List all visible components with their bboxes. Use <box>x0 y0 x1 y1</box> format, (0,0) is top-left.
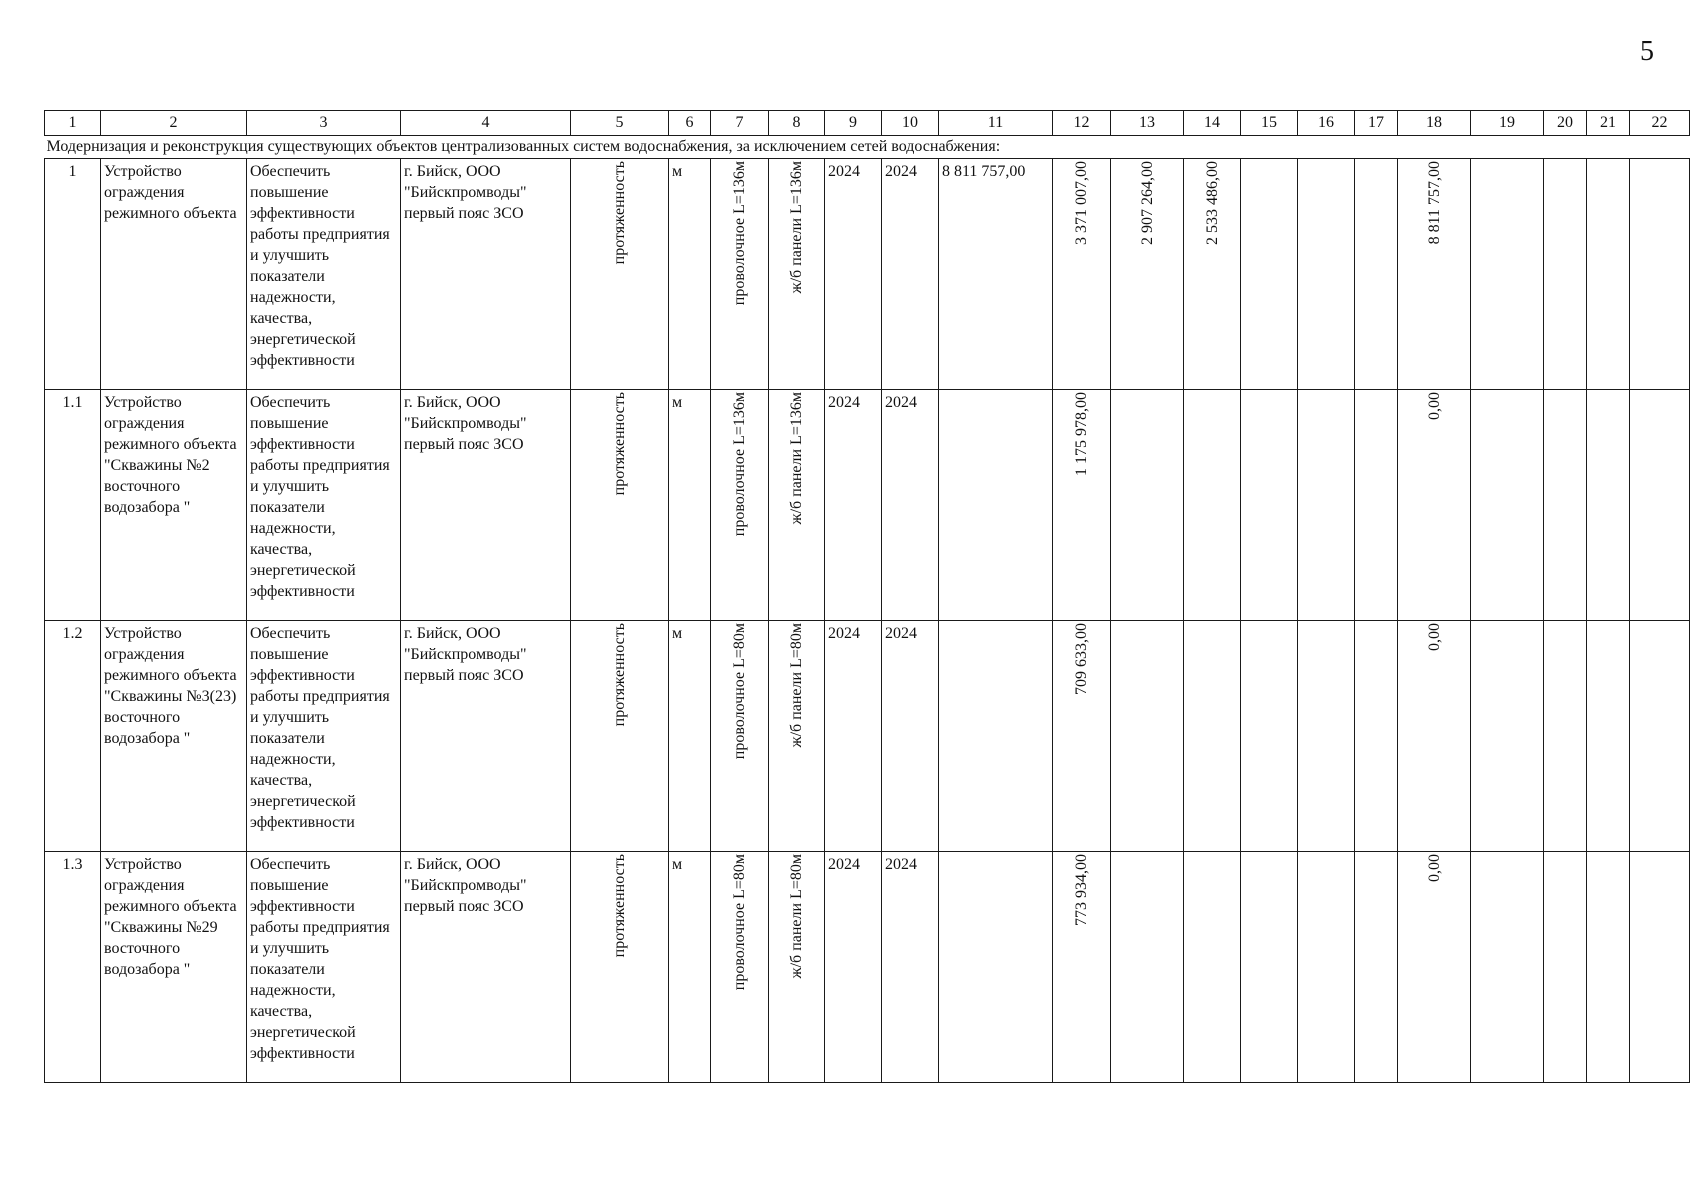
table-row <box>45 852 1690 1083</box>
parameter <box>571 621 669 852</box>
header-cell-8: 8 <box>769 111 825 136</box>
empty-col-20 <box>1544 621 1587 852</box>
value-after-text: ж/б панели L=80м <box>788 623 805 748</box>
empty-col-21 <box>1587 159 1630 390</box>
header-cell-17: 17 <box>1355 111 1398 136</box>
cost-col-14 <box>1184 159 1241 390</box>
empty-col-22 <box>1630 159 1690 390</box>
header-cell-13: 13 <box>1111 111 1184 136</box>
cost-col-12 <box>1053 852 1111 1083</box>
value-after-text: ж/б панели L=136м <box>788 392 805 525</box>
empty-col-17 <box>1355 390 1398 621</box>
unit: м <box>669 852 711 1083</box>
row-number: 1.1 <box>45 390 101 621</box>
section-title: Модернизация и реконструкция существующих объектов централизованных систем водоснабжения, за исключением сетей водоснабжения: <box>45 136 1690 159</box>
cost-col-13 <box>1111 390 1184 621</box>
empty-col-15 <box>1241 390 1298 621</box>
value-before-text: проволочное L=136м <box>731 392 748 537</box>
header-cell-9: 9 <box>825 111 882 136</box>
empty-col-16 <box>1298 159 1355 390</box>
start-year: 2024 <box>825 159 882 390</box>
header-cell-22: 22 <box>1630 111 1690 136</box>
parameter <box>571 852 669 1083</box>
empty-col-15 <box>1241 621 1298 852</box>
cost-col-18 <box>1398 852 1471 1083</box>
cost-col-12 <box>1053 159 1111 390</box>
start-year: 2024 <box>825 621 882 852</box>
header-cell-12: 12 <box>1053 111 1111 136</box>
empty-col-17 <box>1355 852 1398 1083</box>
header-cell-21: 21 <box>1587 111 1630 136</box>
empty-col-17 <box>1355 621 1398 852</box>
header-cell-16: 16 <box>1298 111 1355 136</box>
empty-col-15 <box>1241 159 1298 390</box>
header-cell-20: 20 <box>1544 111 1587 136</box>
unit: м <box>669 621 711 852</box>
goal-text: Обеспечить повышение эффективности работы предприятия и улучшить показатели надежности, качества, энергетической эффективности <box>247 852 401 1083</box>
value-after-text: ж/б панели L=136м <box>788 161 805 294</box>
empty-col-21 <box>1587 390 1630 621</box>
cost-col-18-text: 0,00 <box>1425 392 1443 420</box>
header-cell-4: 4 <box>401 111 571 136</box>
empty-col-16 <box>1298 621 1355 852</box>
location-text: г. Бийск, ООО "Бийскпромводы" первый пояс ЗСО <box>401 852 571 1083</box>
cost-col-13 <box>1111 159 1184 390</box>
value-after-text: ж/б панели L=80м <box>788 854 805 979</box>
object-name: Устройство ограждения режимного объекта <box>101 159 247 390</box>
cost-col-18 <box>1398 390 1471 621</box>
row-number: 1.3 <box>45 852 101 1083</box>
empty-col-20 <box>1544 390 1587 621</box>
value-before <box>711 390 769 621</box>
empty-col-21 <box>1587 621 1630 852</box>
value-before-text: проволочное L=80м <box>731 623 748 760</box>
header-cell-5: 5 <box>571 111 669 136</box>
table-row <box>45 159 1690 390</box>
cost-col-14-text: 2 533 486,00 <box>1203 161 1221 245</box>
cost-col-13 <box>1111 621 1184 852</box>
header-cell-19: 19 <box>1471 111 1544 136</box>
section-row <box>45 136 1690 159</box>
unit: м <box>669 390 711 621</box>
cost-col-14 <box>1184 852 1241 1083</box>
cost-col-18-text: 0,00 <box>1425 854 1443 882</box>
investment-table <box>44 110 1690 1083</box>
header-cell-10: 10 <box>882 111 939 136</box>
parameter <box>571 159 669 390</box>
end-year: 2024 <box>882 390 939 621</box>
total-cost <box>939 852 1053 1083</box>
value-after <box>769 852 825 1083</box>
goal-text: Обеспечить повышение эффективности работы предприятия и улучшить показатели надежности, качества, энергетической эффективности <box>247 621 401 852</box>
empty-col-21 <box>1587 852 1630 1083</box>
value-before-text: проволочное L=136м <box>731 161 748 306</box>
header-cell-2: 2 <box>101 111 247 136</box>
empty-col-22 <box>1630 621 1690 852</box>
cost-col-18 <box>1398 621 1471 852</box>
empty-col-16 <box>1298 852 1355 1083</box>
end-year: 2024 <box>882 621 939 852</box>
parameter-text: протяженность <box>611 854 628 958</box>
end-year: 2024 <box>882 852 939 1083</box>
header-cell-7: 7 <box>711 111 769 136</box>
table-row <box>45 390 1690 621</box>
goal-text: Обеспечить повышение эффективности работы предприятия и улучшить показатели надежности, качества, энергетической эффективности <box>247 390 401 621</box>
end-year: 2024 <box>882 159 939 390</box>
location-text: г. Бийск, ООО "Бийскпромводы" первый пояс ЗСО <box>401 621 571 852</box>
cost-col-18-text: 0,00 <box>1425 623 1443 651</box>
location-text: г. Бийск, ООО "Бийскпромводы" первый пояс ЗСО <box>401 390 571 621</box>
header-cell-1: 1 <box>45 111 101 136</box>
header-cell-11: 11 <box>939 111 1053 136</box>
empty-col-17 <box>1355 159 1398 390</box>
unit: м <box>669 159 711 390</box>
location-text: г. Бийск, ООО "Бийскпромводы" первый пояс ЗСО <box>401 159 571 390</box>
cost-col-12 <box>1053 621 1111 852</box>
header-row <box>45 111 1690 136</box>
object-name: Устройство ограждения режимного объекта "Скважины №3(23) восточного водозабора " <box>101 621 247 852</box>
table-row <box>45 621 1690 852</box>
cost-col-12-text: 709 633,00 <box>1073 623 1090 695</box>
header-cell-18: 18 <box>1398 111 1471 136</box>
empty-col-15 <box>1241 852 1298 1083</box>
value-before <box>711 621 769 852</box>
cost-col-13-text: 2 907 264,00 <box>1138 161 1156 245</box>
row-number: 1 <box>45 159 101 390</box>
cost-col-14 <box>1184 390 1241 621</box>
empty-col-20 <box>1544 852 1587 1083</box>
goal-text: Обеспечить повышение эффективности работы предприятия и улучшить показатели надежности, качества, энергетической эффективности <box>247 159 401 390</box>
empty-col-19 <box>1471 390 1544 621</box>
total-cost: 8 811 757,00 <box>939 159 1053 390</box>
cost-col-13 <box>1111 852 1184 1083</box>
value-before <box>711 852 769 1083</box>
row-number: 1.2 <box>45 621 101 852</box>
empty-col-22 <box>1630 390 1690 621</box>
cost-col-12-text: 3 371 007,00 <box>1073 161 1090 245</box>
header-cell-14: 14 <box>1184 111 1241 136</box>
empty-col-20 <box>1544 159 1587 390</box>
value-before-text: проволочное L=80м <box>731 854 748 991</box>
start-year: 2024 <box>825 852 882 1083</box>
page-number: 5 <box>1640 36 1654 67</box>
cost-col-12-text: 773 934,00 <box>1073 854 1090 926</box>
object-name: Устройство ограждения режимного объекта "Скважины №2 восточного водозабора " <box>101 390 247 621</box>
parameter-text: протяженность <box>611 161 628 265</box>
cost-col-14 <box>1184 621 1241 852</box>
total-cost <box>939 390 1053 621</box>
cost-col-18-text: 8 811 757,00 <box>1425 161 1443 245</box>
parameter <box>571 390 669 621</box>
empty-col-22 <box>1630 852 1690 1083</box>
value-after <box>769 621 825 852</box>
value-after <box>769 390 825 621</box>
empty-col-19 <box>1471 852 1544 1083</box>
value-before <box>711 159 769 390</box>
object-name: Устройство ограждения режимного объекта "Скважины №29 восточного водозабора " <box>101 852 247 1083</box>
header-cell-3: 3 <box>247 111 401 136</box>
start-year: 2024 <box>825 390 882 621</box>
parameter-text: протяженность <box>611 392 628 496</box>
cost-col-12-text: 1 175 978,00 <box>1073 392 1090 476</box>
total-cost <box>939 621 1053 852</box>
header-cell-15: 15 <box>1241 111 1298 136</box>
header-cell-6: 6 <box>669 111 711 136</box>
value-after <box>769 159 825 390</box>
empty-col-19 <box>1471 621 1544 852</box>
parameter-text: протяженность <box>611 623 628 727</box>
cost-col-18 <box>1398 159 1471 390</box>
cost-col-12 <box>1053 390 1111 621</box>
empty-col-19 <box>1471 159 1544 390</box>
empty-col-16 <box>1298 390 1355 621</box>
